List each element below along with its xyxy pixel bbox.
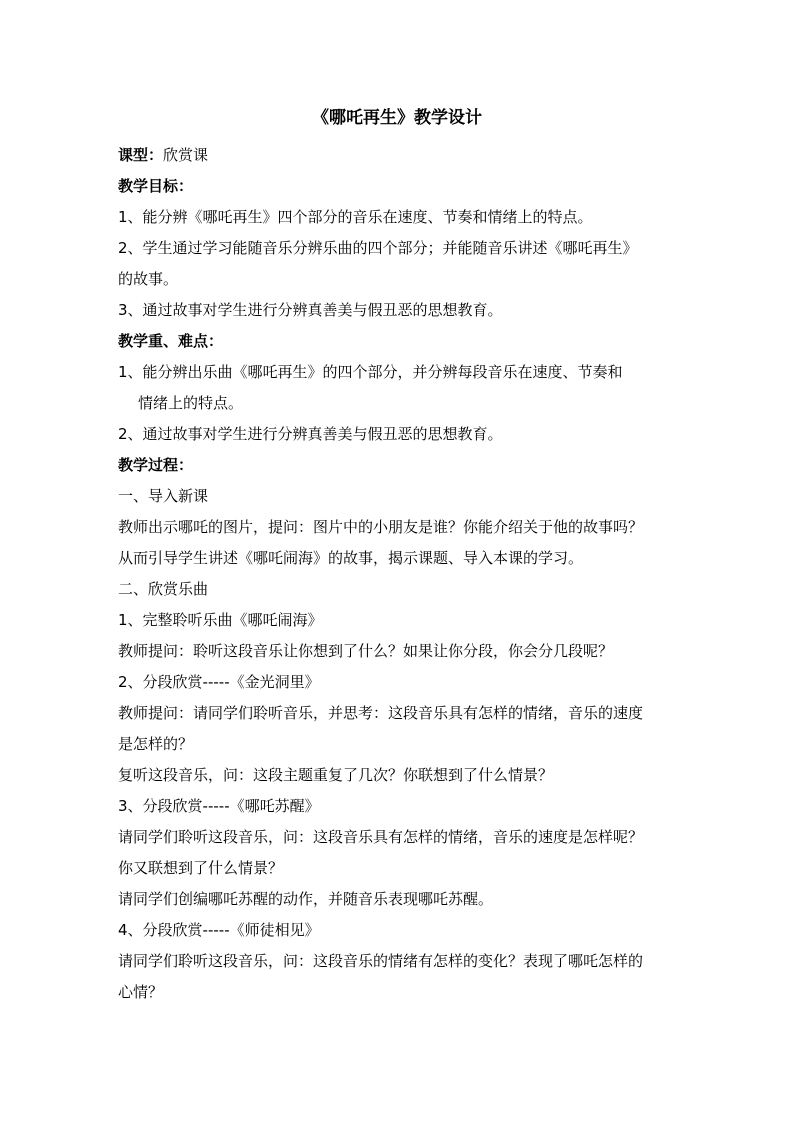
paragraph-line: 从而引导学生讲述《哪吒闹海》的故事，揭示课题、导入本课的学习。 — [118, 549, 584, 567]
course-type-value: 欣赏课 — [163, 146, 209, 164]
paragraph-line: 3、通过故事对学生进行分辨真善美与假丑恶的思想教育。 — [118, 301, 503, 319]
paragraph-line: 请同学们创编哪吒苏醒的动作，并随音乐表现哪吒苏醒。 — [118, 890, 494, 908]
paragraph-line: 二、欣赏乐曲 — [118, 580, 209, 598]
section-heading-process: 教学过程： — [118, 456, 194, 474]
paragraph-line: 一、导入新课 — [118, 487, 209, 505]
paragraph-line: 是怎样的？ — [118, 735, 194, 753]
paragraph-line: 3、分段欣赏-----《哪吒苏醒》 — [118, 797, 320, 815]
paragraph-line: 情绪上的特点。 — [138, 394, 244, 412]
section-heading-key-points: 教学重、难点： — [118, 332, 224, 350]
paragraph-line: 请同学们聆听这段音乐，问：这段音乐具有怎样的情绪，音乐的速度是怎样呢？ — [118, 828, 644, 846]
paragraph-line: 1、完整聆听乐曲《哪吒闹海》 — [118, 611, 323, 629]
document-body — [118, 140, 698, 1008]
paragraph-line: 2、分段欣赏-----《金光洞里》 — [118, 673, 320, 691]
paragraph-line: 2、通过故事对学生进行分辨真善美与假丑恶的思想教育。 — [118, 425, 503, 443]
paragraph-line: 4、分段欣赏-----《师徒相见》 — [118, 921, 320, 939]
section-heading-objectives: 教学目标： — [118, 177, 194, 195]
paragraph-line: 教师提问：聆听这段音乐让你想到了什么？如果让你分段，你会分几段呢？ — [118, 642, 614, 660]
paragraph-line: 2、学生通过学习能随音乐分辨乐曲的四个部分；并能随音乐讲述《哪吒再生》 — [118, 239, 638, 257]
paragraph-line: 请同学们聆听这段音乐，问：这段音乐的情绪有怎样的变化？表现了哪吒怎样的 — [118, 952, 644, 970]
paragraph-line: 教师提问：请同学们聆听音乐，并思考：这段音乐具有怎样的情绪，音乐的速度 — [118, 704, 644, 722]
paragraph-line: 1、能分辨《哪吒再生》四个部分的音乐在速度、节奏和情绪上的特点。 — [118, 208, 593, 226]
paragraph-line: 的故事。 — [118, 270, 179, 288]
document-title: 《哪吒再生》教学设计 — [312, 108, 482, 128]
course-type-line — [118, 140, 698, 171]
paragraph-line: 1、能分辨出乐曲《哪吒再生》的四个部分，并分辨每段音乐在速度、节奏和 — [118, 363, 623, 381]
paragraph-line: 复听这段音乐，问：这段主题重复了几次？你联想到了什么情景？ — [118, 766, 554, 784]
course-type-label: 课型： — [118, 146, 164, 164]
paragraph-line: 教师出示哪吒的图片，提问：图片中的小朋友是谁？你能介绍关于他的故事吗？ — [118, 518, 644, 536]
paragraph-line: 心情？ — [118, 983, 164, 1001]
paragraph-line: 你又联想到了什么情景？ — [118, 859, 284, 877]
